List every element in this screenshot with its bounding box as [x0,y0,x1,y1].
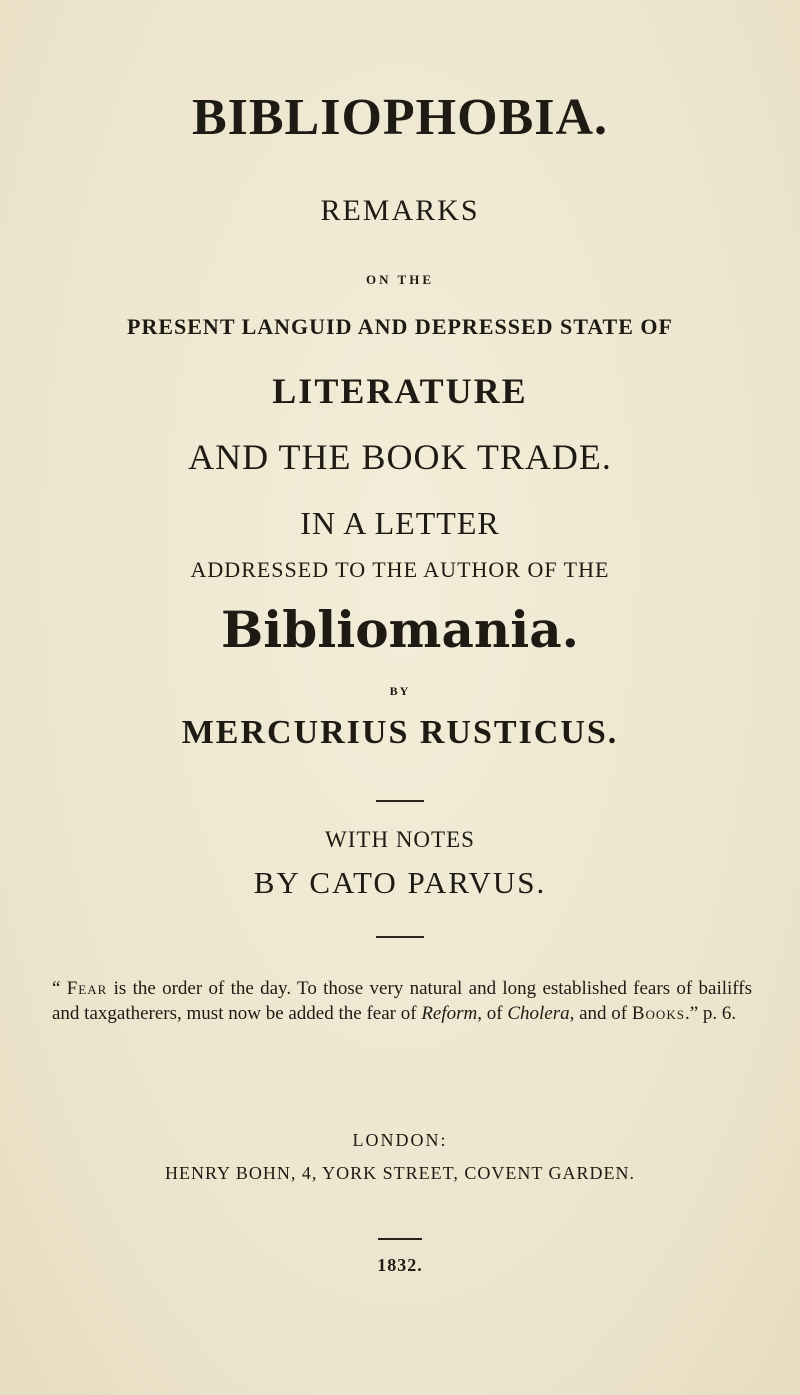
addressed-text: ADDRESSED TO THE AUTHOR OF THE [190,557,610,582]
epigraph-text-3: , and of [569,1003,632,1024]
epigraph-cholera: Cholera [507,1003,570,1024]
imprint-city: LONDON: [352,1130,448,1150]
imprint-year: 1832. [377,1255,423,1275]
epigraph-reform: Reform [421,1003,478,1024]
present-state-text: PRESENT LANGUID AND DEPRESSED STATE OF [127,314,673,339]
divider-3 [378,1238,422,1240]
by-text: BY [389,684,411,698]
epigraph-fear: Fear [66,978,108,999]
letter-heading: IN A LETTER [300,505,500,541]
epigraph-books: Books [631,1003,685,1024]
notes-author: BY CATO PARVUS. [253,865,547,900]
divider-1 [376,800,424,802]
epigraph-text-4: .” p. 6. [684,1003,737,1024]
epigraph [52,976,752,1026]
bibliomania-title: Bibliomania. [220,600,579,659]
book-trade-heading: AND THE BOOK TRADE. [188,437,612,477]
book-title: BIBLIOPHOBIA. [191,89,609,146]
on-the-text: ON THE [366,272,434,287]
epigraph-open-quote: “ [52,978,67,999]
literature-heading: LITERATURE [272,371,528,411]
author-name: MERCURIUS RUSTICUS. [181,714,619,751]
remarks-heading: REMARKS [320,194,480,227]
divider-2 [376,936,424,938]
with-notes-text: WITH NOTES [325,827,475,852]
epigraph-text-1: is the order of the day. To those very natural and long established fears of bailiffs and taxgatherers, must now be added the fear of [52,978,752,1024]
epigraph-text-2: , of [477,1003,508,1024]
imprint-publisher: HENRY BOHN, 4, YORK STREET, COVENT GARDEN. [164,1163,635,1183]
